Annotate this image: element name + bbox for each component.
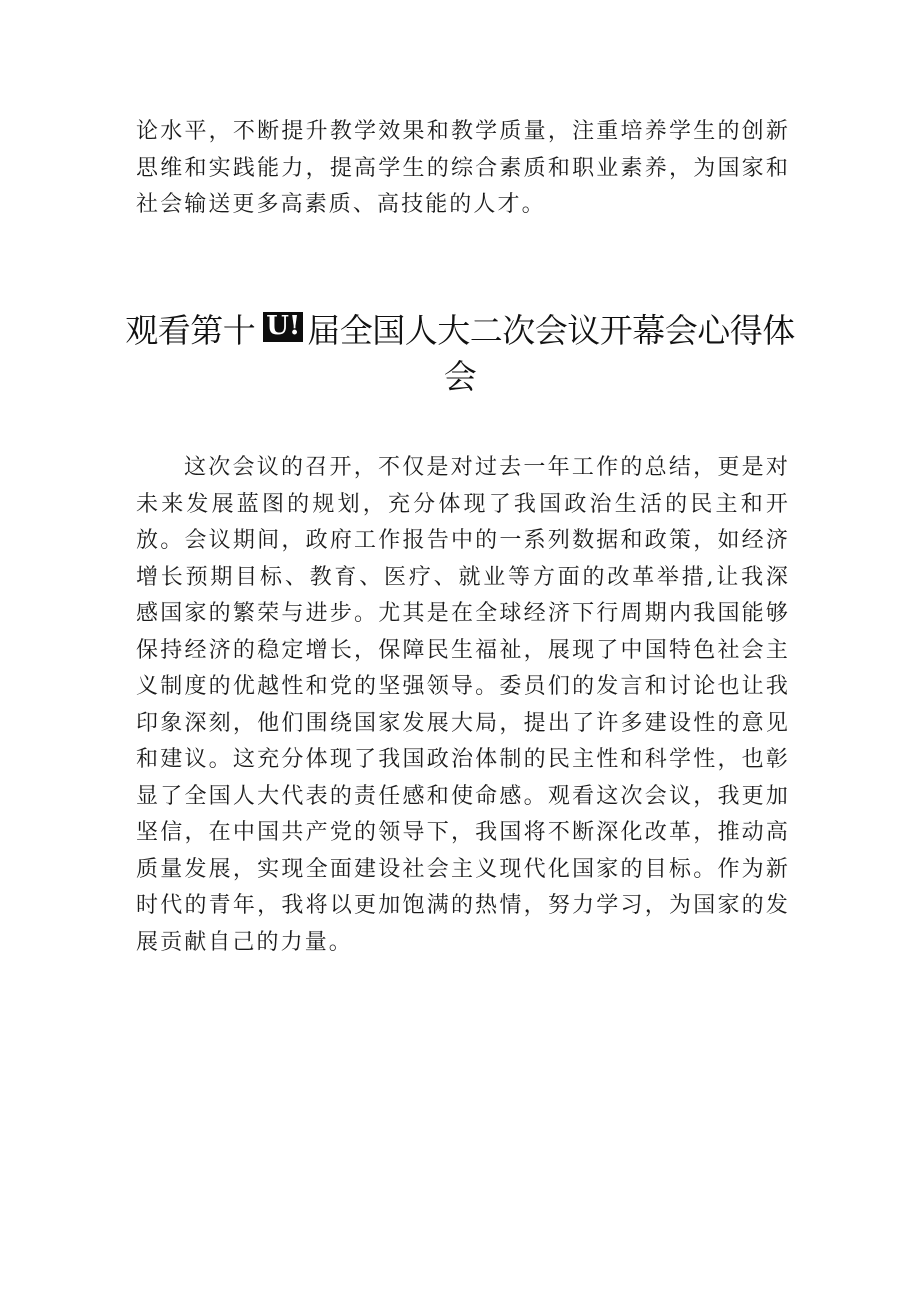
title-prefix: 观看第十 [125, 311, 256, 350]
intro-paragraph: 论水平，不断提升教学效果和教学质量，注重培养学生的创新思维和实践能力，提高学生的综合素质和职业素养，为国家和社会输送更多高素质、高技能的人才。 [136, 119, 790, 217]
body-paragraph: 这次会议的召开，不仅是对过去一年工作的总结，更是对未来发展蓝图的规划，充分体现了我国政治生活的民主和开放。会议期间，政府工作报告中的一系列数据和政策，如经济增长预期目标、教育、医疗、就业等方面的改革举措,让我深感国家的繁荣与进步。尤其是在全球经济下行周期内我国能够保持经济的稳定增长，保障民生福祉，展现了中国特色社会主义制度的优越性和党的坚强领导。委员们的发言和讨论也让我印象深刻，他们围绕国家发展大局，提出了许多建设性的意见和建议。这充分体现了我国政治体制的民主性和科学性，也彰显了全国人大代表的责任感和使命感。观看这次会议，我更加坚信，在中国共产党的领导下，我国将不断深化改革，推动高质量发展，实现全面建设社会主义现代化国家的目标。作为新时代的青年，我将以更加饱满的热情，努力学习，为国家的发展贡献自己的力量。 [136, 455, 790, 955]
article-title [120, 308, 800, 400]
title-glitch-mark: U! [263, 312, 303, 342]
title-suffix: 届全国人大二次会议开幕会心得体会 [307, 311, 795, 396]
